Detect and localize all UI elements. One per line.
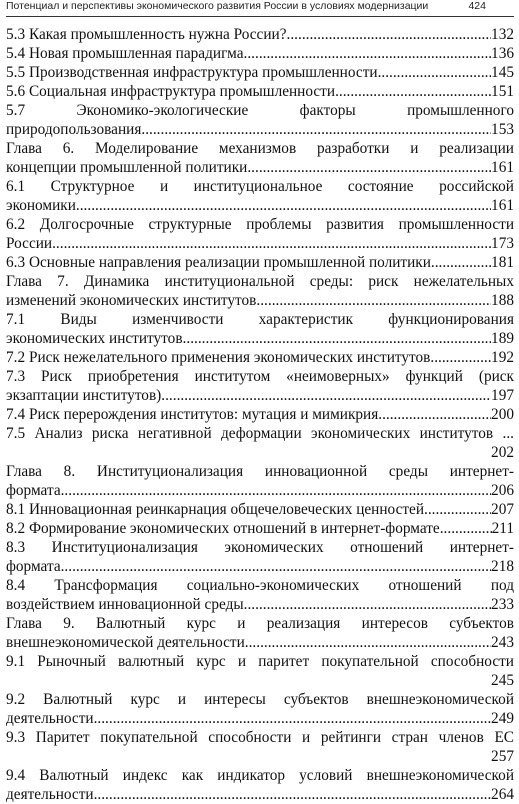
- toc-page-number: 207: [491, 501, 514, 518]
- page-number: 424: [468, 0, 486, 12]
- toc-entry-text: изменений экономических институтов: [6, 292, 257, 309]
- toc-entry-text: 5.6 Социальная инфраструктура промышленности: [6, 83, 336, 100]
- toc-page-number: 202: [491, 444, 514, 461]
- toc-line: 9.2 Валютный курс и интересы субъектов внешнеэкономической: [6, 691, 514, 708]
- toc-entry-text: экономики: [6, 197, 76, 214]
- toc-line: 8.3 Институционализация экономических отношений интернет-: [6, 539, 514, 556]
- toc-page-number: 151: [491, 83, 514, 100]
- toc-page-number: 132: [491, 26, 514, 43]
- toc-entry-text: 5.3 Какая промышленность нужна России?: [6, 26, 287, 43]
- dot-leader: [76, 196, 491, 215]
- toc-entry-text: 5.4 Новая промышленная парадигма: [6, 45, 244, 62]
- dot-leader: [378, 405, 491, 424]
- toc-line: 6.2 Долгосрочные структурные проблемы развития промышленности: [6, 216, 514, 233]
- dot-leader: [244, 44, 492, 63]
- dot-leader: [247, 158, 491, 177]
- toc-entry-text: внешнеэкономической деятельности: [6, 634, 245, 651]
- toc-entry-text: 7.4 Риск перерождения институтов: мутация и мимикрия: [6, 406, 379, 423]
- dot-leader: [335, 82, 491, 101]
- table-of-contents: [6, 25, 514, 804]
- dot-leader: [244, 595, 491, 614]
- dot-leader: [94, 709, 491, 728]
- toc-entry-text: 8.1 Инновационная реинкарнация общечеловеческих ценностей: [6, 501, 425, 518]
- toc-line: [6, 234, 514, 253]
- dot-leader: [256, 291, 491, 310]
- dot-leader: [424, 500, 491, 519]
- toc-page-number: 218: [491, 558, 514, 575]
- toc-page-number: 189: [491, 330, 514, 347]
- toc-page-number: 173: [491, 235, 514, 252]
- dot-leader: [61, 557, 491, 576]
- toc-line: [6, 253, 514, 272]
- toc-entry-text: 8.2 Формирование экономических отношений в интернет-формате: [6, 520, 440, 537]
- toc-line: [6, 709, 514, 728]
- toc-entry-text: природопользования: [6, 121, 142, 138]
- toc-line: [6, 158, 514, 177]
- dot-leader: [61, 481, 491, 500]
- running-header-title: Потенциал и перспективы экономического развития России в условиях модернизации: [6, 0, 429, 12]
- toc-line: 7.5 Анализ риска негативной деформации экономических институтов ...: [6, 425, 514, 442]
- toc-entry-text: 6.3 Основные направления реализации промышленной политики: [6, 254, 431, 271]
- toc-line: 7.1 Виды изменчивости характеристик функционирования: [6, 311, 514, 328]
- toc-line: [6, 25, 514, 44]
- toc-page-number: 264: [491, 786, 514, 803]
- dot-leader: [52, 234, 491, 253]
- toc-line: Глава 6. Моделирование механизмов разработки и реализации: [6, 140, 514, 157]
- toc-line: [6, 405, 514, 424]
- toc-entry-text: экономических институтов: [6, 330, 183, 347]
- toc-line: [6, 443, 514, 462]
- dot-leader: [161, 386, 491, 405]
- toc-line: Глава 9. Валютный курс и реализация интересов субъектов: [6, 615, 514, 632]
- toc-line: [6, 481, 514, 500]
- toc-line: [6, 82, 514, 101]
- toc-line: [6, 291, 514, 310]
- toc-page-number: 245: [491, 672, 514, 689]
- toc-page-number: 181: [491, 254, 514, 271]
- toc-page-number: 136: [491, 45, 514, 62]
- toc-line: [6, 519, 514, 538]
- dot-leader: [94, 785, 491, 804]
- toc-line: 5.7 Экономико-экологические факторы промышленного: [6, 102, 514, 119]
- dot-leader: [141, 120, 491, 139]
- toc-line: [6, 633, 514, 652]
- toc-page-number: 161: [491, 197, 514, 214]
- toc-line: Глава 8. Институционализация инновационной среды интернет-: [6, 463, 514, 480]
- toc-line: 6.1 Структурное и институциональное состояние российской: [6, 178, 514, 195]
- toc-entry-text: экзаптации институтов): [6, 387, 162, 404]
- toc-line: Глава 7. Динамика институциональной среды: риск нежелательных: [6, 273, 514, 290]
- dot-leader: [440, 519, 492, 538]
- toc-line: 9.3 Паритет покупательной способности и рейтинги стран членов ЕС: [6, 729, 514, 746]
- toc-entry-text: деятельности: [6, 710, 94, 727]
- running-header: [6, 0, 514, 17]
- toc-line: [6, 329, 514, 348]
- toc-page-number: 161: [491, 159, 514, 176]
- toc-line: [6, 500, 514, 519]
- toc-page-number: 233: [491, 596, 514, 613]
- toc-page-number: 243: [491, 634, 514, 651]
- toc-entry-text: формата: [6, 558, 61, 575]
- toc-line: 9.4 Валютный индекс как индикатор условий внешнеэкономической: [6, 767, 514, 784]
- toc-line: [6, 595, 514, 614]
- dot-leader: [430, 348, 491, 367]
- toc-line: 8.4 Трансформация социально-экономических отношений под: [6, 577, 514, 594]
- toc-page-number: 200: [491, 406, 514, 423]
- toc-line: [6, 747, 514, 766]
- toc-page-number: 249: [491, 710, 514, 727]
- toc-line: [6, 386, 514, 405]
- toc-line: [6, 120, 514, 139]
- toc-entry-text: деятельности: [6, 786, 94, 803]
- toc-page-number: 192: [491, 349, 514, 366]
- toc-entry-text: 5.5 Производственная инфраструктура промышленности: [6, 64, 378, 81]
- toc-line: [6, 63, 514, 82]
- toc-entry-text: 7.2 Риск нежелательного применения экономических институтов: [6, 349, 431, 366]
- toc-line: [6, 348, 514, 367]
- toc-entry-text: концепции промышленной политики: [6, 159, 248, 176]
- toc-line: [6, 44, 514, 63]
- dot-leader: [378, 63, 491, 82]
- toc-page-number: 206: [491, 482, 514, 499]
- dot-leader: [431, 253, 491, 272]
- toc-line: 7.3 Риск приобретения институтом «неимоверных» функций (риск: [6, 368, 514, 385]
- toc-page-number: 188: [491, 292, 514, 309]
- toc-entry-text: воздействием инновационной среды: [6, 596, 244, 613]
- dot-leader: [183, 329, 492, 348]
- toc-page-number: 197: [491, 387, 514, 404]
- toc-page-number: 153: [491, 121, 514, 138]
- toc-line: [6, 557, 514, 576]
- toc-line: 9.1 Рыночный валютный курс и паритет покупательной способности: [6, 653, 514, 670]
- toc-line: [6, 785, 514, 804]
- toc-line: [6, 671, 514, 690]
- toc-entry-text: России: [6, 235, 53, 252]
- toc-page-number: 257: [491, 748, 514, 765]
- dot-leader: [287, 25, 492, 44]
- toc-line: [6, 196, 514, 215]
- toc-entry-text: формата: [6, 482, 61, 499]
- dot-leader: [245, 633, 491, 652]
- toc-page-number: 145: [491, 64, 514, 81]
- toc-page-number: 211: [491, 520, 514, 537]
